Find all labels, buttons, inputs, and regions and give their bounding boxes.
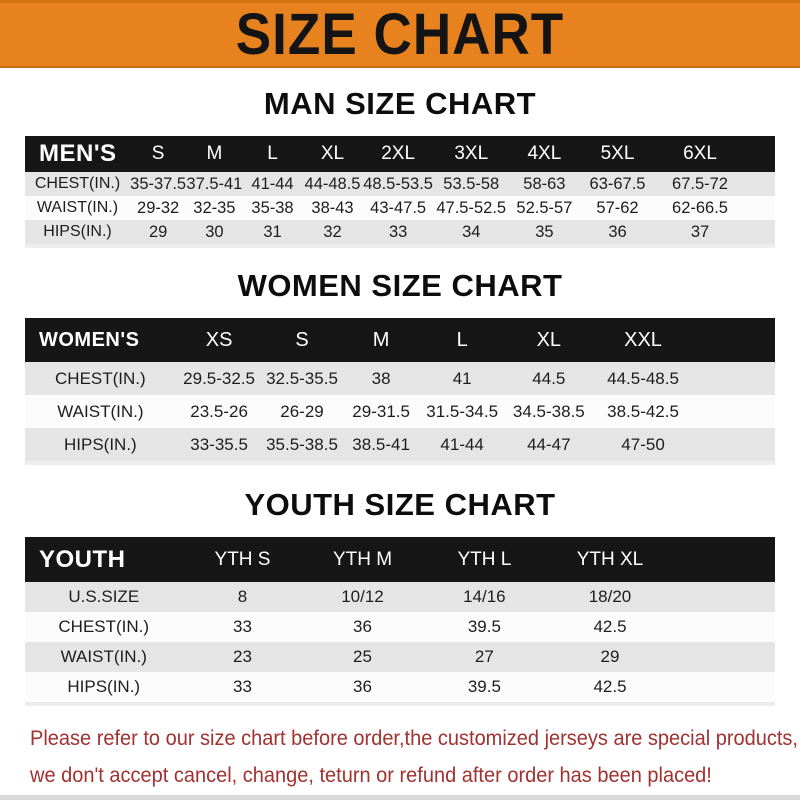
table-cell: 47-50 <box>621 434 665 454</box>
youth-table-bottom-edge <box>25 702 775 706</box>
table-cell: 30 <box>205 222 224 241</box>
table-cell: 33 <box>233 677 252 696</box>
table-cell: 44.5-48.5 <box>607 368 679 388</box>
table-cell: 43-47.5 <box>370 198 427 217</box>
filler-cell <box>674 537 775 582</box>
table-cell: 36 <box>608 222 627 241</box>
table-cell: 44.5 <box>532 368 566 388</box>
table-cell: 38 <box>371 368 391 388</box>
table-cell: 25 <box>353 647 372 666</box>
column-header: XS <box>205 328 233 351</box>
column-header: 2XL <box>381 143 416 164</box>
youth-section <box>0 487 800 706</box>
table-cell: 32-35 <box>193 198 236 217</box>
filler-cell <box>692 318 775 362</box>
column-header: M <box>206 143 223 164</box>
table-row <box>25 642 775 672</box>
table-row <box>25 672 775 702</box>
table-cell: 53.5-58 <box>443 174 500 193</box>
filler-cell <box>692 362 775 395</box>
table-cell: 29 <box>148 222 168 241</box>
table-cell: 29-32 <box>137 198 180 217</box>
column-header: M <box>372 328 390 351</box>
table-cell: 44-47 <box>527 434 571 454</box>
women-section <box>0 268 800 465</box>
table-cell: 37 <box>690 222 710 241</box>
table-cell: 36 <box>353 677 372 696</box>
women-size-table <box>25 318 775 461</box>
banner-title: SIZE CHART <box>235 2 565 67</box>
table-cell: 35-38 <box>251 198 294 217</box>
table-cell: 27 <box>474 647 494 666</box>
table-title: MEN'S <box>39 140 117 167</box>
filler-cell <box>674 642 775 672</box>
table-cell: 63-67.5 <box>589 174 646 193</box>
table-cell: 10/12 <box>341 587 384 606</box>
row-label: WAIST(IN.) <box>60 647 147 666</box>
men-section <box>0 86 800 248</box>
column-header: 3XL <box>454 143 489 164</box>
table-cell: 35.5-38.5 <box>266 434 338 454</box>
table-row <box>25 196 775 220</box>
table-cell: 23.5-26 <box>190 401 248 421</box>
table-cell: 39.5 <box>467 677 501 696</box>
footer-line-2: we don't accept cancel, change, teturn or refund after order has been placed! <box>30 763 712 787</box>
column-header: 6XL <box>683 143 717 164</box>
table-row <box>25 395 775 428</box>
column-header: XXL <box>624 328 662 351</box>
footer-line-1: Please refer to our size chart before order,the customized jerseys are special products, <box>30 726 798 750</box>
column-header: YTH M <box>332 548 393 570</box>
footer-note <box>0 720 800 794</box>
row-label: WAIST(IN.) <box>57 401 144 421</box>
table-cell: 42.5 <box>593 677 627 696</box>
table-cell: 36 <box>353 617 372 636</box>
table-cell: 35 <box>535 222 554 241</box>
table-cell: 42.5 <box>593 617 627 636</box>
row-label: CHEST(IN.) <box>34 175 121 192</box>
bottom-edge-strip <box>0 795 800 800</box>
youth-section-title: YOUTH SIZE CHART <box>244 487 556 522</box>
table-header-row <box>25 537 775 582</box>
table-cell: 32 <box>323 222 342 241</box>
column-header: S <box>151 143 165 164</box>
table-cell: 31.5-34.5 <box>426 401 499 421</box>
row-label: CHEST(IN.) <box>55 368 146 388</box>
filler-cell <box>674 582 775 612</box>
table-row <box>25 582 775 612</box>
table-cell: 33 <box>233 617 252 636</box>
men-section-title: MAN SIZE CHART <box>263 86 537 121</box>
women-table-bottom-edge <box>25 461 775 465</box>
table-cell: 41 <box>452 368 472 388</box>
row-label: HIPS(IN.) <box>64 434 137 454</box>
table-cell: 18/20 <box>588 587 632 606</box>
table-cell: 67.5-72 <box>672 174 728 193</box>
table-cell: 29 <box>600 647 620 666</box>
row-label: HIPS(IN.) <box>67 677 141 696</box>
table-cell: 37.5-41 <box>186 174 243 193</box>
table-cell: 32.5-35.5 <box>266 368 338 388</box>
table-cell: 39.5 <box>467 617 501 636</box>
table-cell: 29-31.5 <box>352 401 410 421</box>
women-section-title: WOMEN SIZE CHART <box>237 268 563 303</box>
table-cell: 48.5-53.5 <box>363 174 433 193</box>
table-cell: 57-62 <box>596 198 639 217</box>
table-cell: 29.5-32.5 <box>183 368 255 388</box>
table-cell: 38-43 <box>311 198 354 217</box>
column-header: L <box>267 143 278 164</box>
column-header: YTH XL <box>576 548 644 570</box>
table-cell: 26-29 <box>280 401 324 421</box>
table-cell: 23 <box>233 647 252 666</box>
table-row <box>25 428 775 461</box>
filler-cell <box>745 196 775 220</box>
table-row <box>25 612 775 642</box>
table-cell: 41-44 <box>251 174 294 193</box>
filler-cell <box>674 612 775 642</box>
row-label: CHEST(IN.) <box>58 617 150 636</box>
column-header: 4XL <box>527 143 562 164</box>
table-row <box>25 362 775 395</box>
column-header: S <box>295 328 309 351</box>
row-label: U.S.SIZE <box>68 587 140 606</box>
table-cell: 33 <box>388 222 408 241</box>
table-cell: 34.5-38.5 <box>512 401 585 421</box>
column-header: 5XL <box>600 143 635 164</box>
filler-cell <box>692 395 775 428</box>
filler-cell <box>692 428 775 461</box>
table-header-row <box>25 136 775 172</box>
table-cell: 44-48.5 <box>304 174 361 193</box>
table-cell: 35-37.5 <box>130 174 187 193</box>
table-cell: 52.5-57 <box>516 198 573 217</box>
filler-cell <box>745 220 775 244</box>
table-title: WOMEN'S <box>39 328 140 351</box>
table-cell: 47.5-52.5 <box>436 198 507 217</box>
table-row <box>25 220 775 244</box>
row-label: HIPS(IN.) <box>43 223 112 240</box>
table-cell: 8 <box>237 587 248 606</box>
men-table-bottom-edge <box>25 244 775 248</box>
size-chart-banner <box>0 0 800 68</box>
filler-cell <box>745 172 775 196</box>
table-row <box>25 172 775 196</box>
table-header-row <box>25 318 775 362</box>
men-size-table <box>25 136 775 244</box>
column-header: XL <box>320 143 345 164</box>
table-cell: 31 <box>263 222 282 241</box>
table-cell: 34 <box>462 222 481 241</box>
table-cell: 38.5-41 <box>352 434 410 454</box>
table-cell: 33-35.5 <box>190 434 248 454</box>
table-title: YOUTH <box>39 545 126 573</box>
table-cell: 58-63 <box>523 174 566 193</box>
table-cell: 41-44 <box>440 434 484 454</box>
column-header: YTH S <box>214 548 271 570</box>
filler-cell <box>674 672 775 702</box>
table-cell: 14/16 <box>463 587 506 606</box>
column-header: L <box>456 328 468 351</box>
table-cell: 62-66.5 <box>672 198 728 217</box>
youth-size-table <box>25 537 775 702</box>
row-label: WAIST(IN.) <box>36 199 119 216</box>
column-header: XL <box>536 328 562 351</box>
column-header: YTH L <box>457 548 512 570</box>
table-cell: 38.5-42.5 <box>607 401 679 421</box>
filler-cell <box>745 136 775 172</box>
